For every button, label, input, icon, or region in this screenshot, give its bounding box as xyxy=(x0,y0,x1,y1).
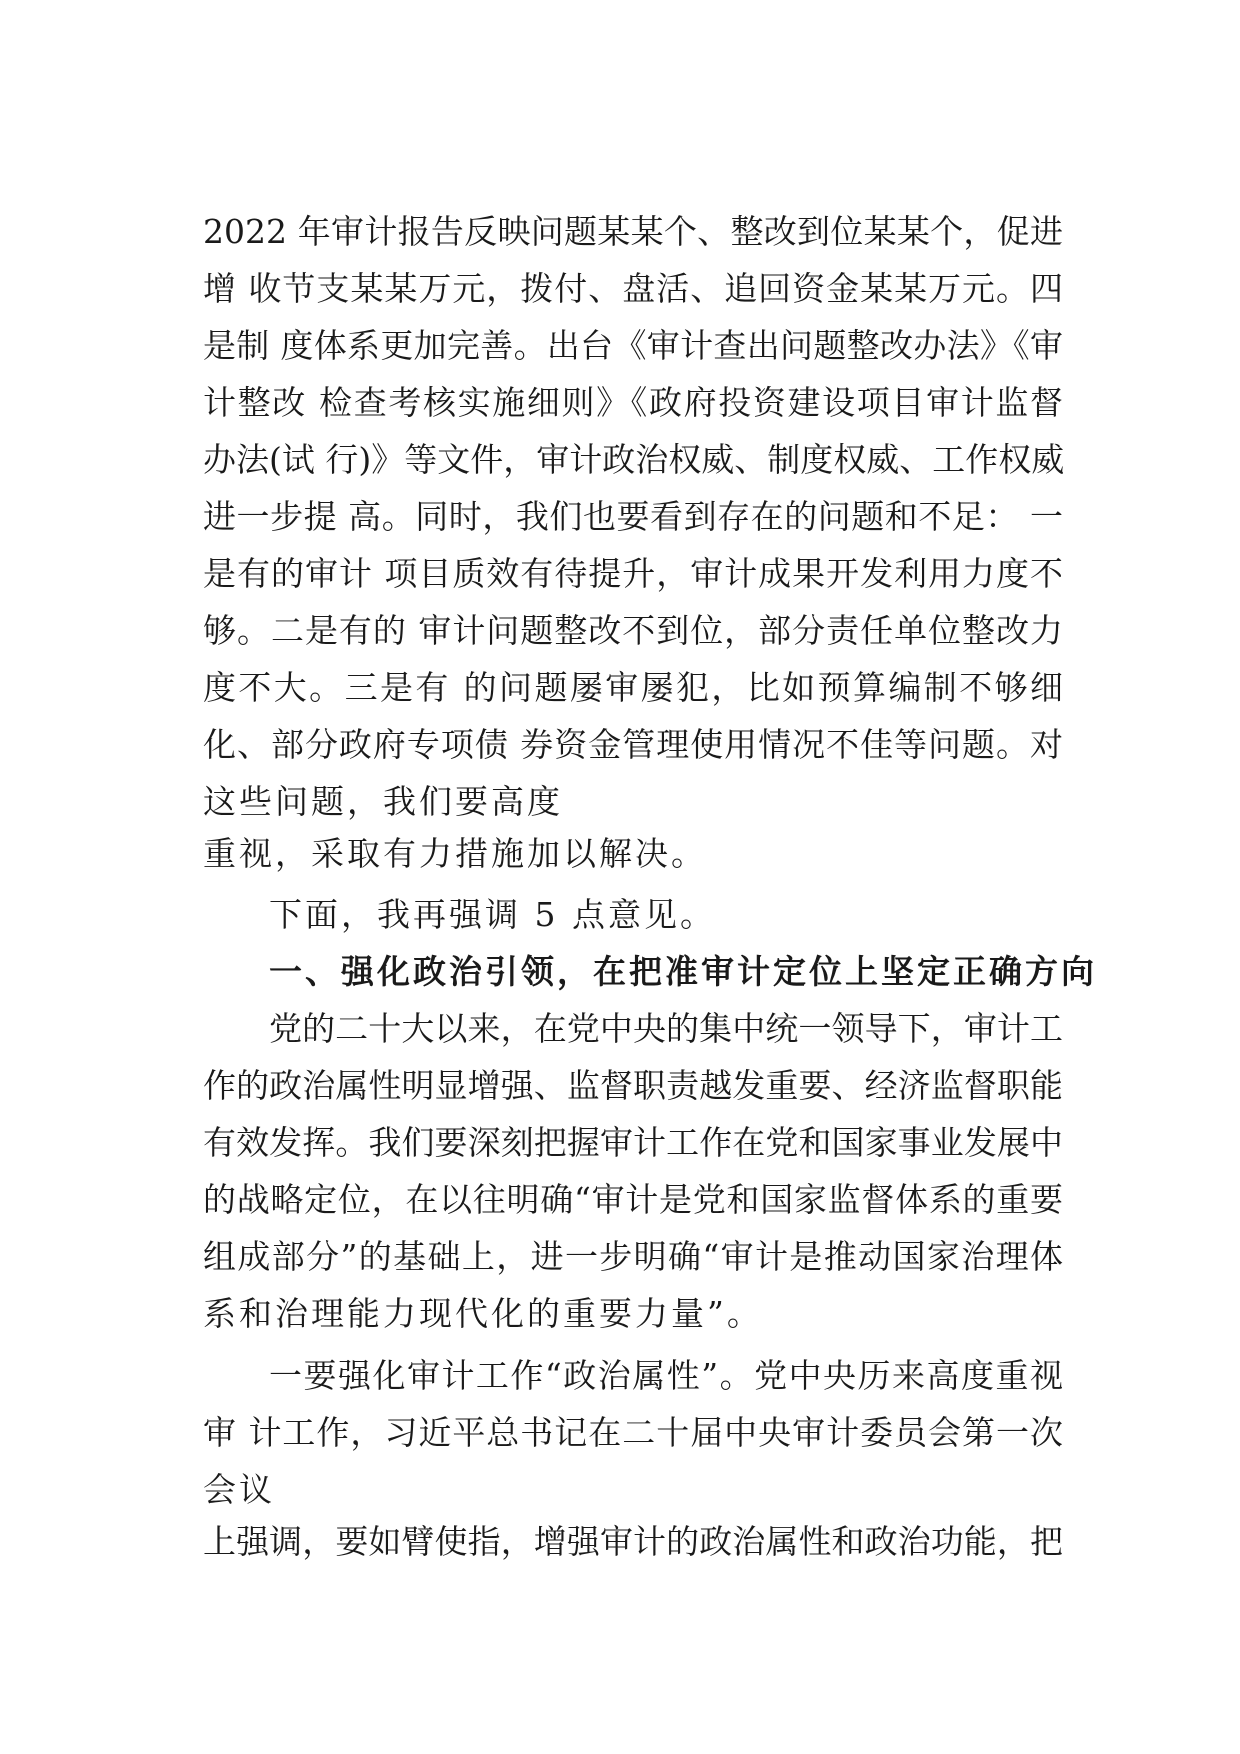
body-text-line: 会议 xyxy=(203,1470,275,1509)
body-text-line: 办法(试 行)》等文件，审计政治权威、制度权威、工作权威 xyxy=(203,440,1065,479)
section-heading: 一、强化政治引领，在把准审计定位上坚定正确方向 xyxy=(269,952,1097,991)
body-text-line: 上强调，要如臂使指，增强审计的政治属性和政治功能，把 xyxy=(203,1522,1063,1561)
body-text-line: 重视，采取有力措施加以解决。 xyxy=(203,834,707,873)
body-text-line: 度不大。三是有 的问题屡审屡犯，比如预算编制不够细 xyxy=(203,668,1063,707)
body-text-line: 化、部分政府专项债 券资金管理使用情况不佳等问题。对 xyxy=(203,725,1063,764)
body-text-line: 作的政治属性明显增强、监督职责越发重要、经济监督职能 xyxy=(203,1066,1063,1105)
body-text-line: 是有的审计 项目质效有待提升，审计成果开发利用力度不 xyxy=(203,554,1063,593)
body-text-line: 增 收节支某某万元，拨付、盘活、追回资金某某万元。四 xyxy=(203,269,1063,308)
body-text-line: 够。二是有的 审计问题整改不到位，部分责任单位整改力 xyxy=(203,611,1063,650)
body-text-line: 是制 度体系更加完善。出台《审计查出问题整改办法》《审 xyxy=(203,326,1063,365)
body-text-line: 党的二十大以来，在党中央的集中统一领导下，审计工 xyxy=(269,1009,1063,1048)
body-text-line: 进一步提 高。同时，我们也要看到存在的问题和不足： 一 xyxy=(203,497,1063,536)
body-text-line: 的战略定位，在以往明确“审计是党和国家监督体系的重要 xyxy=(203,1180,1063,1219)
body-text-line: 有效发挥。我们要深刻把握审计工作在党和国家事业发展中 xyxy=(203,1123,1063,1162)
body-text-line: 审 计工作，习近平总书记在二十届中央审计委员会第一次 xyxy=(203,1413,1063,1452)
body-text-line: 组成部分”的基础上，进一步明确“审计是推动国家治理体 xyxy=(203,1237,1063,1276)
body-text-line: 下面，我再强调 5 点意见。 xyxy=(269,895,716,934)
body-text-line: 2022 年审计报告反映问题某某个、整改到位某某个，促进 xyxy=(203,212,1063,251)
body-text-line: 一要强化审计工作“政治属性”。党中央历来高度重视 xyxy=(269,1356,1063,1395)
body-text-line: 系和治理能力现代化的重要力量”。 xyxy=(203,1294,763,1333)
body-text-line: 计整改 检查考核实施细则》《政府投资建设项目审计监督 xyxy=(203,383,1063,422)
body-text-line: 这些问题，我们要高度 xyxy=(203,782,563,821)
